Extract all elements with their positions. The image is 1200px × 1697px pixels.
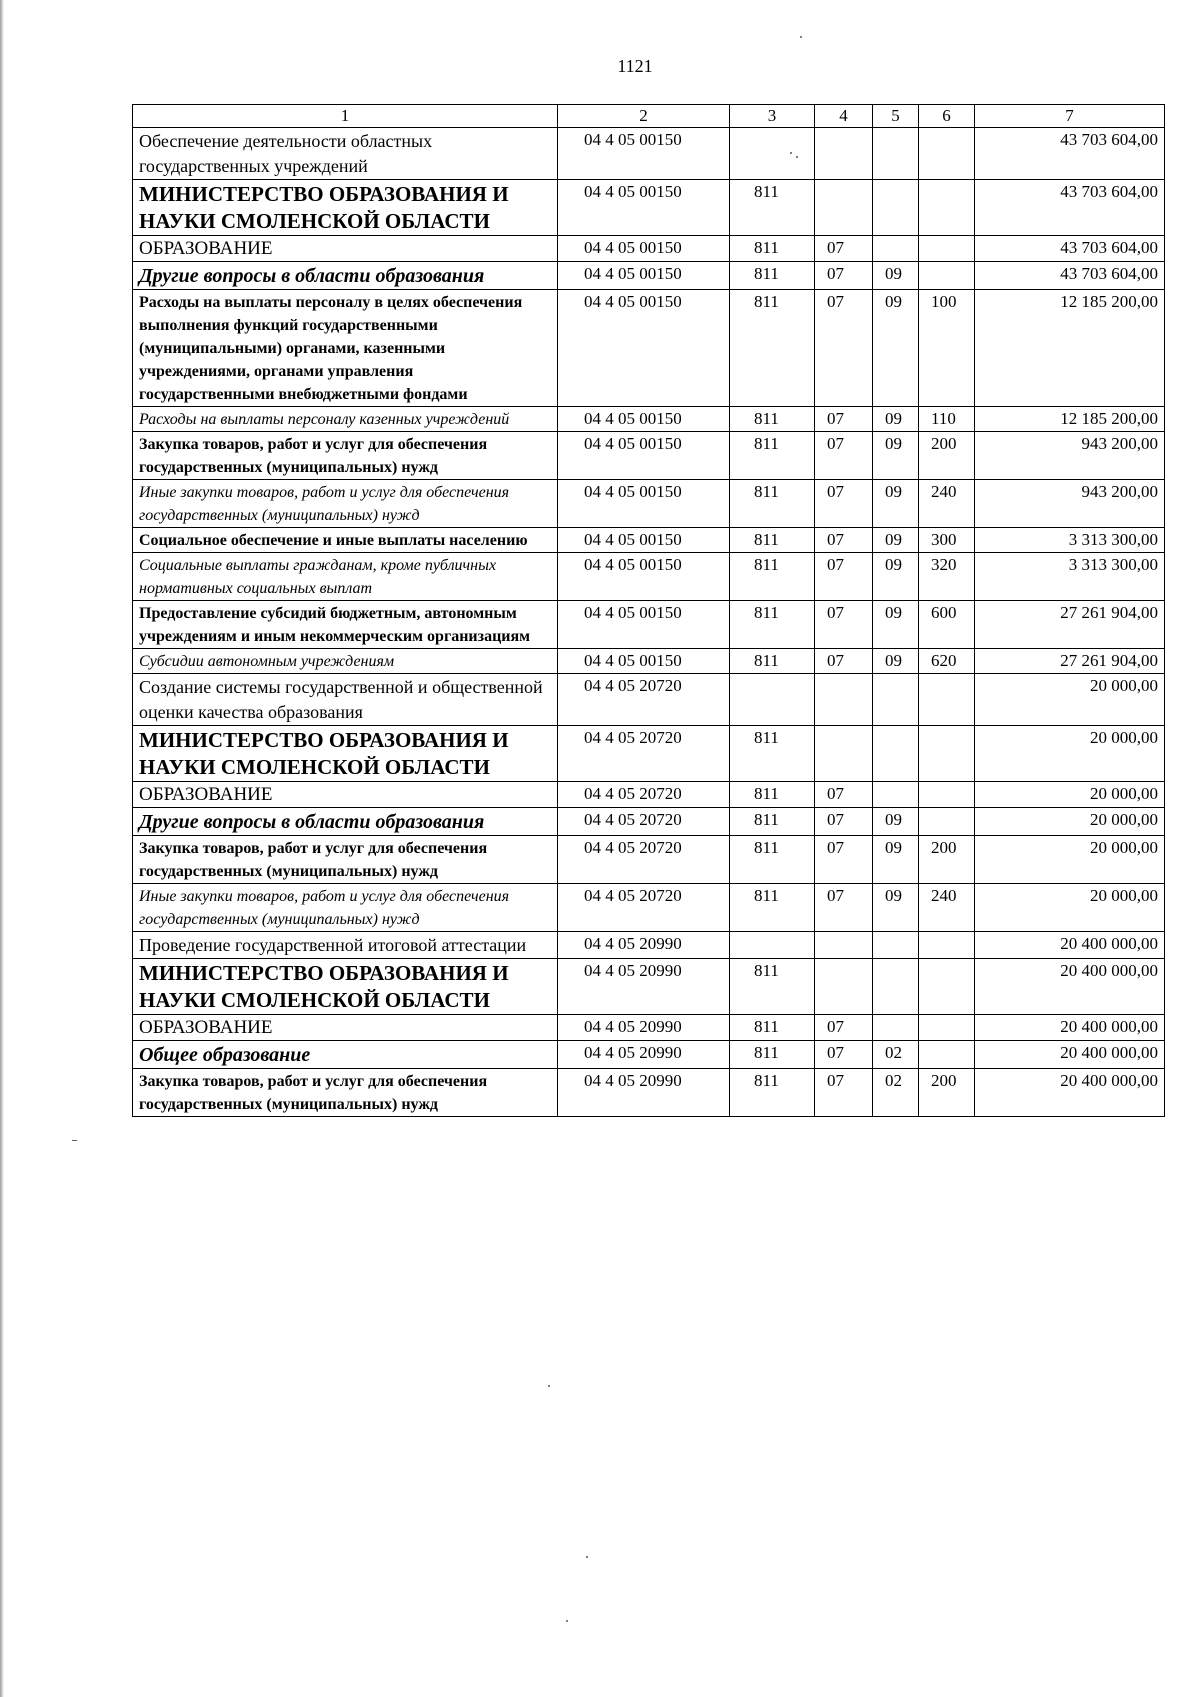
cell-amount: 20 400 000,00 — [975, 1069, 1165, 1117]
cell-subsection-code: 09 — [873, 884, 919, 932]
cell-section-code: 07 — [815, 1069, 873, 1117]
cell-amount: 43 703 604,00 — [975, 236, 1165, 262]
cell-grbs-code: 811 — [730, 1041, 815, 1069]
cell-amount: 20 400 000,00 — [975, 1041, 1165, 1069]
cell-expense-type-code — [919, 1015, 975, 1041]
cell-target-code: 04 4 05 00150 — [558, 601, 730, 649]
cell-grbs-code: 811 — [730, 553, 815, 601]
cell-section-code: 07 — [815, 836, 873, 884]
cell-amount: 20 000,00 — [975, 782, 1165, 808]
cell-amount: 20 400 000,00 — [975, 959, 1165, 1015]
scan-edge-shadow — [0, 0, 4, 1697]
scan-speck — [72, 1140, 77, 1141]
cell-expense-type-code: 200 — [919, 836, 975, 884]
cell-amount: 43 703 604,00 — [975, 262, 1165, 290]
header-cell: 7 — [975, 105, 1165, 128]
cell-section-code: 07 — [815, 884, 873, 932]
cell-expense-type-code: 240 — [919, 884, 975, 932]
cell-target-code: 04 4 05 20720 — [558, 726, 730, 782]
cell-expense-type-code: 100 — [919, 290, 975, 407]
scan-speck — [800, 36, 802, 38]
scan-speck — [566, 1620, 568, 1622]
cell-subsection-code: 02 — [873, 1069, 919, 1117]
cell-grbs-code: 811 — [730, 649, 815, 674]
cell-section-code — [815, 180, 873, 236]
table-row — [133, 1069, 1165, 1117]
cell-expense-type-code — [919, 236, 975, 262]
cell-amount: 3 313 300,00 — [975, 553, 1165, 601]
cell-amount: 20 400 000,00 — [975, 932, 1165, 959]
cell-section-code — [815, 674, 873, 726]
cell-section-code — [815, 726, 873, 782]
cell-subsection-code: 09 — [873, 836, 919, 884]
cell-grbs-code — [730, 932, 815, 959]
cell-grbs-code: 811 — [730, 884, 815, 932]
cell-subsection-code — [873, 782, 919, 808]
cell-target-code: 04 4 05 00150 — [558, 553, 730, 601]
cell-grbs-code: 811 — [730, 601, 815, 649]
cell-target-code: 04 4 05 00150 — [558, 432, 730, 480]
cell-amount: 3 313 300,00 — [975, 528, 1165, 553]
scan-speck — [548, 1385, 550, 1387]
cell-target-code: 04 4 05 00150 — [558, 480, 730, 528]
cell-name: Иные закупки товаров, работ и услуг для обеспечения государственных (муниципальных) нужд — [133, 884, 558, 932]
header-cell: 1 — [133, 105, 558, 128]
cell-name: Другие вопросы в области образования — [133, 262, 558, 290]
table-row — [133, 262, 1165, 290]
cell-section-code: 07 — [815, 290, 873, 407]
cell-name: Социальные выплаты гражданам, кроме публичных нормативных социальных выплат — [133, 553, 558, 601]
cell-section-code: 07 — [815, 262, 873, 290]
table-row — [133, 674, 1165, 726]
cell-target-code: 04 4 05 20990 — [558, 959, 730, 1015]
cell-name: Расходы на выплаты персоналу в целях обеспечения выполнения функций государственными (муниципальными) органами, казенными учреждениями, органами управления государственными внебюджетными фондами — [133, 290, 558, 407]
cell-section-code: 07 — [815, 782, 873, 808]
cell-subsection-code — [873, 1015, 919, 1041]
cell-expense-type-code: 240 — [919, 480, 975, 528]
cell-amount: 12 185 200,00 — [975, 290, 1165, 407]
table-row — [133, 432, 1165, 480]
cell-expense-type-code — [919, 180, 975, 236]
cell-expense-type-code: 600 — [919, 601, 975, 649]
page-number: 1121 — [617, 56, 653, 76]
cell-name: Другие вопросы в области образования — [133, 808, 558, 836]
cell-subsection-code: 09 — [873, 480, 919, 528]
cell-expense-type-code — [919, 128, 975, 180]
cell-amount: 20 000,00 — [975, 674, 1165, 726]
cell-grbs-code: 811 — [730, 432, 815, 480]
cell-amount: 20 000,00 — [975, 726, 1165, 782]
cell-subsection-code — [873, 959, 919, 1015]
cell-subsection-code: 02 — [873, 1041, 919, 1069]
cell-target-code: 04 4 05 00150 — [558, 236, 730, 262]
cell-section-code: 07 — [815, 236, 873, 262]
cell-subsection-code: 09 — [873, 528, 919, 553]
cell-name: Закупка товаров, работ и услуг для обеспечения государственных (муниципальных) нужд — [133, 1069, 558, 1117]
scan-speck — [790, 152, 792, 154]
cell-name: Социальное обеспечение и иные выплаты населению — [133, 528, 558, 553]
cell-expense-type-code: 620 — [919, 649, 975, 674]
cell-subsection-code — [873, 180, 919, 236]
table-row — [133, 553, 1165, 601]
cell-subsection-code: 09 — [873, 649, 919, 674]
cell-target-code: 04 4 05 00150 — [558, 262, 730, 290]
cell-expense-type-code: 110 — [919, 407, 975, 432]
table-row — [133, 836, 1165, 884]
cell-grbs-code: 811 — [730, 808, 815, 836]
cell-amount: 943 200,00 — [975, 432, 1165, 480]
cell-target-code: 04 4 05 20990 — [558, 1041, 730, 1069]
cell-section-code — [815, 932, 873, 959]
cell-expense-type-code — [919, 262, 975, 290]
cell-amount: 43 703 604,00 — [975, 180, 1165, 236]
cell-amount: 43 703 604,00 — [975, 128, 1165, 180]
cell-amount: 20 000,00 — [975, 836, 1165, 884]
cell-amount: 20 400 000,00 — [975, 1015, 1165, 1041]
cell-subsection-code — [873, 726, 919, 782]
cell-target-code: 04 4 05 00150 — [558, 290, 730, 407]
cell-name: ОБРАЗОВАНИЕ — [133, 782, 558, 808]
cell-grbs-code: 811 — [730, 1015, 815, 1041]
cell-name: ОБРАЗОВАНИЕ — [133, 1015, 558, 1041]
table-row — [133, 1041, 1165, 1069]
cell-expense-type-code — [919, 782, 975, 808]
cell-section-code — [815, 959, 873, 1015]
cell-section-code: 07 — [815, 1041, 873, 1069]
cell-name: Обеспечение деятельности областных государственных учреждений — [133, 128, 558, 180]
cell-subsection-code — [873, 236, 919, 262]
cell-grbs-code: 811 — [730, 836, 815, 884]
cell-subsection-code: 09 — [873, 601, 919, 649]
scan-speck — [586, 1556, 588, 1558]
cell-subsection-code: 09 — [873, 407, 919, 432]
cell-name: Субсидии автономным учреждениям — [133, 649, 558, 674]
cell-expense-type-code: 300 — [919, 528, 975, 553]
cell-amount: 943 200,00 — [975, 480, 1165, 528]
cell-amount: 27 261 904,00 — [975, 649, 1165, 674]
cell-amount: 27 261 904,00 — [975, 601, 1165, 649]
cell-section-code — [815, 128, 873, 180]
cell-subsection-code — [873, 128, 919, 180]
cell-expense-type-code — [919, 1041, 975, 1069]
cell-subsection-code — [873, 674, 919, 726]
header-cell: 5 — [873, 105, 919, 128]
cell-subsection-code: 09 — [873, 290, 919, 407]
cell-target-code: 04 4 05 00150 — [558, 528, 730, 553]
cell-name: Проведение государственной итоговой аттестации — [133, 932, 558, 959]
cell-grbs-code — [730, 128, 815, 180]
cell-name: МИНИСТЕРСТВО ОБРАЗОВАНИЯ И НАУКИ СМОЛЕНСКОЙ ОБЛАСТИ — [133, 180, 558, 236]
cell-name: Закупка товаров, работ и услуг для обеспечения государственных (муниципальных) нужд — [133, 836, 558, 884]
cell-target-code: 04 4 05 20720 — [558, 884, 730, 932]
cell-grbs-code: 811 — [730, 290, 815, 407]
cell-expense-type-code — [919, 959, 975, 1015]
cell-target-code: 04 4 05 20990 — [558, 1015, 730, 1041]
cell-subsection-code: 09 — [873, 808, 919, 836]
cell-target-code: 04 4 05 00150 — [558, 180, 730, 236]
cell-subsection-code: 09 — [873, 262, 919, 290]
cell-name: Предоставление субсидий бюджетным, автономным учреждениям и иным некоммерческим организациям — [133, 601, 558, 649]
cell-name: МИНИСТЕРСТВО ОБРАЗОВАНИЯ И НАУКИ СМОЛЕНСКОЙ ОБЛАСТИ — [133, 959, 558, 1015]
table-row — [133, 407, 1165, 432]
cell-section-code: 07 — [815, 601, 873, 649]
cell-name: Иные закупки товаров, работ и услуг для обеспечения государственных (муниципальных) нужд — [133, 480, 558, 528]
cell-expense-type-code: 320 — [919, 553, 975, 601]
cell-name: МИНИСТЕРСТВО ОБРАЗОВАНИЯ И НАУКИ СМОЛЕНСКОЙ ОБЛАСТИ — [133, 726, 558, 782]
table-row — [133, 528, 1165, 553]
table-row — [133, 290, 1165, 407]
cell-target-code: 04 4 05 20990 — [558, 1069, 730, 1117]
cell-section-code: 07 — [815, 528, 873, 553]
budget-table — [132, 104, 1165, 1117]
cell-target-code: 04 4 05 20720 — [558, 674, 730, 726]
header-cell: 6 — [919, 105, 975, 128]
cell-name: Расходы на выплаты персоналу казенных учреждений — [133, 407, 558, 432]
table-row — [133, 649, 1165, 674]
scan-speck — [796, 156, 798, 158]
cell-section-code: 07 — [815, 432, 873, 480]
header-cell: 2 — [558, 105, 730, 128]
cell-subsection-code: 09 — [873, 553, 919, 601]
table-row — [133, 932, 1165, 959]
table-row — [133, 601, 1165, 649]
table-row — [133, 236, 1165, 262]
table-row — [133, 180, 1165, 236]
cell-section-code: 07 — [815, 553, 873, 601]
cell-grbs-code: 811 — [730, 726, 815, 782]
cell-section-code: 07 — [815, 407, 873, 432]
cell-expense-type-code — [919, 808, 975, 836]
cell-name: Общее образование — [133, 1041, 558, 1069]
cell-target-code: 04 4 05 20990 — [558, 932, 730, 959]
table-row — [133, 480, 1165, 528]
cell-target-code: 04 4 05 20720 — [558, 782, 730, 808]
table-row — [133, 128, 1165, 180]
cell-grbs-code: 811 — [730, 1069, 815, 1117]
cell-grbs-code: 811 — [730, 480, 815, 528]
table-row — [133, 726, 1165, 782]
cell-expense-type-code — [919, 932, 975, 959]
table-row — [133, 808, 1165, 836]
cell-subsection-code — [873, 932, 919, 959]
cell-section-code: 07 — [815, 480, 873, 528]
cell-section-code: 07 — [815, 649, 873, 674]
table-row — [133, 959, 1165, 1015]
cell-amount: 12 185 200,00 — [975, 407, 1165, 432]
cell-target-code: 04 4 05 00150 — [558, 649, 730, 674]
cell-grbs-code: 811 — [730, 528, 815, 553]
table-row — [133, 884, 1165, 932]
cell-name: Закупка товаров, работ и услуг для обеспечения государственных (муниципальных) нужд — [133, 432, 558, 480]
cell-grbs-code: 811 — [730, 236, 815, 262]
table-row — [133, 1015, 1165, 1041]
cell-target-code: 04 4 05 20720 — [558, 836, 730, 884]
header-cell: 3 — [730, 105, 815, 128]
cell-grbs-code: 811 — [730, 782, 815, 808]
cell-grbs-code: 811 — [730, 959, 815, 1015]
header-cell: 4 — [815, 105, 873, 128]
cell-expense-type-code — [919, 674, 975, 726]
cell-target-code: 04 4 05 00150 — [558, 407, 730, 432]
cell-grbs-code: 811 — [730, 262, 815, 290]
cell-grbs-code: 811 — [730, 407, 815, 432]
cell-expense-type-code — [919, 726, 975, 782]
cell-expense-type-code: 200 — [919, 432, 975, 480]
cell-grbs-code: 811 — [730, 180, 815, 236]
cell-subsection-code: 09 — [873, 432, 919, 480]
cell-section-code: 07 — [815, 808, 873, 836]
cell-grbs-code — [730, 674, 815, 726]
cell-section-code: 07 — [815, 1015, 873, 1041]
cell-target-code: 04 4 05 00150 — [558, 128, 730, 180]
cell-name: Создание системы государственной и общественной оценки качества образования — [133, 674, 558, 726]
cell-name: ОБРАЗОВАНИЕ — [133, 236, 558, 262]
cell-amount: 20 000,00 — [975, 884, 1165, 932]
cell-amount: 20 000,00 — [975, 808, 1165, 836]
cell-expense-type-code: 200 — [919, 1069, 975, 1117]
cell-target-code: 04 4 05 20720 — [558, 808, 730, 836]
table-row — [133, 782, 1165, 808]
table-header-row — [133, 105, 1165, 128]
